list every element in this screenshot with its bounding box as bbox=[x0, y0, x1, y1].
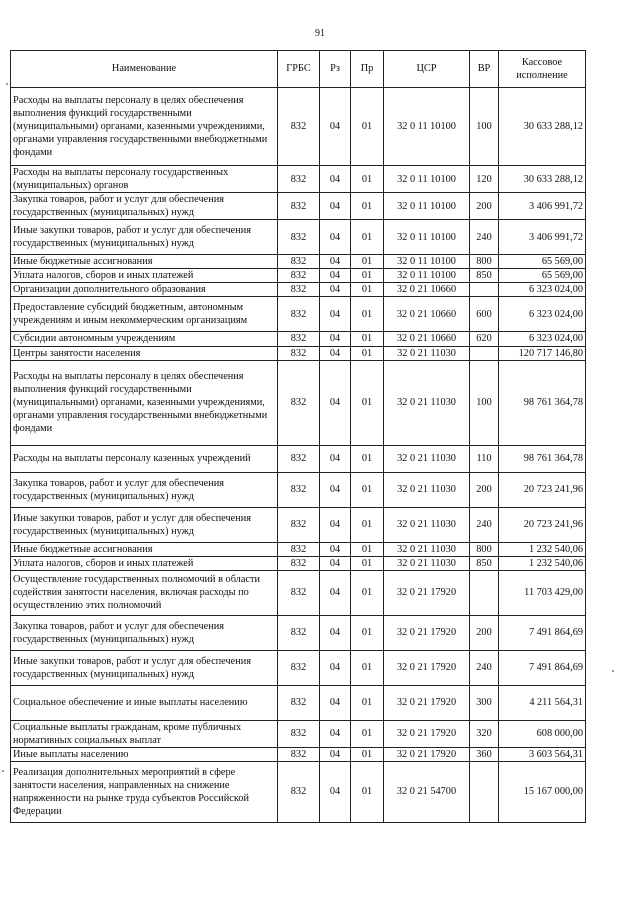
row-rz-cell: 04 bbox=[320, 220, 351, 255]
table-row bbox=[11, 685, 586, 720]
row-name-cell: Закупка товаров, работ и услуг для обеспечения государственных (муниципальных) нужд bbox=[11, 472, 278, 507]
budget-execution-table bbox=[10, 50, 586, 823]
row-grbs-cell: 832 bbox=[278, 346, 320, 360]
scan-speck bbox=[2, 770, 4, 772]
row-grbs-cell: 832 bbox=[278, 255, 320, 269]
row-csr-cell: 32 0 21 17920 bbox=[384, 570, 470, 615]
row-name-cell: Социальное обеспечение и иные выплаты населению bbox=[11, 685, 278, 720]
row-rz-cell: 04 bbox=[320, 346, 351, 360]
row-csr-cell: 32 0 21 11030 bbox=[384, 556, 470, 570]
table-row bbox=[11, 255, 586, 269]
row-pr-cell: 01 bbox=[351, 220, 384, 255]
row-pr-cell: 01 bbox=[351, 720, 384, 747]
row-pr-cell: 01 bbox=[351, 88, 384, 166]
row-rz-cell: 04 bbox=[320, 297, 351, 332]
row-sum-cell: 3 406 991,72 bbox=[499, 220, 586, 255]
row-vr-cell: 100 bbox=[470, 360, 499, 445]
row-vr-cell: 850 bbox=[470, 556, 499, 570]
row-pr-cell: 01 bbox=[351, 269, 384, 283]
row-pr-cell: 01 bbox=[351, 283, 384, 297]
row-name-cell: Уплата налогов, сборов и иных платежей bbox=[11, 269, 278, 283]
row-sum-cell: 20 723 241,96 bbox=[499, 507, 586, 542]
table-row bbox=[11, 346, 586, 360]
row-sum-cell: 11 703 429,00 bbox=[499, 570, 586, 615]
row-vr-cell: 300 bbox=[470, 685, 499, 720]
row-pr-cell: 01 bbox=[351, 346, 384, 360]
row-name-cell: Расходы на выплаты персоналу в целях обеспечения выполнения функций государственными (муниципальными) органами, казенными учреждениями, органами управления государственными внебюджетными фондами bbox=[11, 360, 278, 445]
row-rz-cell: 04 bbox=[320, 615, 351, 650]
row-grbs-cell: 832 bbox=[278, 556, 320, 570]
table-row bbox=[11, 445, 586, 472]
row-rz-cell: 04 bbox=[320, 720, 351, 747]
row-pr-cell: 01 bbox=[351, 542, 384, 556]
row-csr-cell: 32 0 21 17920 bbox=[384, 720, 470, 747]
row-grbs-cell: 832 bbox=[278, 166, 320, 193]
row-csr-cell: 32 0 21 11030 bbox=[384, 346, 470, 360]
row-sum-cell: 65 569,00 bbox=[499, 255, 586, 269]
table-row bbox=[11, 472, 586, 507]
row-pr-cell: 01 bbox=[351, 747, 384, 761]
row-sum-cell: 98 761 364,78 bbox=[499, 445, 586, 472]
row-name-cell: Расходы на выплаты персоналу государственных (муниципальных) органов bbox=[11, 166, 278, 193]
row-grbs-cell: 832 bbox=[278, 220, 320, 255]
row-vr-cell: 360 bbox=[470, 747, 499, 761]
table-row bbox=[11, 507, 586, 542]
row-sum-cell: 6 323 024,00 bbox=[499, 332, 586, 346]
row-csr-cell: 32 0 11 10100 bbox=[384, 269, 470, 283]
table-row bbox=[11, 720, 586, 747]
row-csr-cell: 32 0 21 11030 bbox=[384, 542, 470, 556]
table-row bbox=[11, 297, 586, 332]
row-sum-cell: 15 167 000,00 bbox=[499, 761, 586, 822]
row-grbs-cell: 832 bbox=[278, 445, 320, 472]
row-csr-cell: 32 0 21 17920 bbox=[384, 685, 470, 720]
row-vr-cell: 620 bbox=[470, 332, 499, 346]
row-csr-cell: 32 0 21 17920 bbox=[384, 650, 470, 685]
row-vr-cell: 240 bbox=[470, 650, 499, 685]
table-row bbox=[11, 269, 586, 283]
row-vr-cell: 110 bbox=[470, 445, 499, 472]
table-body bbox=[11, 88, 586, 823]
row-pr-cell: 01 bbox=[351, 556, 384, 570]
row-rz-cell: 04 bbox=[320, 542, 351, 556]
row-rz-cell: 04 bbox=[320, 88, 351, 166]
row-csr-cell: 32 0 21 17920 bbox=[384, 747, 470, 761]
row-grbs-cell: 832 bbox=[278, 650, 320, 685]
row-grbs-cell: 832 bbox=[278, 297, 320, 332]
row-sum-cell: 6 323 024,00 bbox=[499, 297, 586, 332]
row-sum-cell: 1 232 540,06 bbox=[499, 542, 586, 556]
row-name-cell: Субсидии автономным учреждениям bbox=[11, 332, 278, 346]
table-header-row bbox=[11, 51, 586, 88]
row-grbs-cell: 832 bbox=[278, 332, 320, 346]
row-rz-cell: 04 bbox=[320, 570, 351, 615]
row-rz-cell: 04 bbox=[320, 685, 351, 720]
row-name-cell: Расходы на выплаты персоналу в целях обеспечения выполнения функций государственными (муниципальными) органами, казенными учреждениями, органами управления государственными внебюджетными фондами bbox=[11, 88, 278, 166]
row-grbs-cell: 832 bbox=[278, 269, 320, 283]
row-csr-cell: 32 0 21 10660 bbox=[384, 297, 470, 332]
table-row bbox=[11, 332, 586, 346]
row-sum-cell: 120 717 146,80 bbox=[499, 346, 586, 360]
page-number: 91 bbox=[315, 28, 325, 39]
table-row bbox=[11, 570, 586, 615]
row-sum-cell: 7 491 864,69 bbox=[499, 615, 586, 650]
table-row bbox=[11, 360, 586, 445]
header-csr: ЦСР bbox=[384, 51, 470, 88]
row-sum-cell: 20 723 241,96 bbox=[499, 472, 586, 507]
header-pr: Пр bbox=[351, 51, 384, 88]
row-rz-cell: 04 bbox=[320, 747, 351, 761]
header-name: Наименование bbox=[11, 51, 278, 88]
row-pr-cell: 01 bbox=[351, 685, 384, 720]
row-name-cell: Иные закупки товаров, работ и услуг для обеспечения государственных (муниципальных) нужд bbox=[11, 220, 278, 255]
row-vr-cell: 200 bbox=[470, 472, 499, 507]
row-pr-cell: 01 bbox=[351, 570, 384, 615]
row-rz-cell: 04 bbox=[320, 269, 351, 283]
row-name-cell: Уплата налогов, сборов и иных платежей bbox=[11, 556, 278, 570]
row-rz-cell: 04 bbox=[320, 166, 351, 193]
row-sum-cell: 30 633 288,12 bbox=[499, 88, 586, 166]
table-row bbox=[11, 193, 586, 220]
row-name-cell: Расходы на выплаты персоналу казенных учреждений bbox=[11, 445, 278, 472]
row-name-cell: Закупка товаров, работ и услуг для обеспечения государственных (муниципальных) нужд bbox=[11, 193, 278, 220]
row-rz-cell: 04 bbox=[320, 255, 351, 269]
row-pr-cell: 01 bbox=[351, 761, 384, 822]
row-grbs-cell: 832 bbox=[278, 88, 320, 166]
row-grbs-cell: 832 bbox=[278, 747, 320, 761]
row-pr-cell: 01 bbox=[351, 255, 384, 269]
header-vr: ВР bbox=[470, 51, 499, 88]
row-vr-cell: 120 bbox=[470, 166, 499, 193]
header-rz: Рз bbox=[320, 51, 351, 88]
row-rz-cell: 04 bbox=[320, 556, 351, 570]
table-row bbox=[11, 220, 586, 255]
row-csr-cell: 32 0 11 10100 bbox=[384, 220, 470, 255]
row-csr-cell: 32 0 11 10100 bbox=[384, 88, 470, 166]
row-sum-cell: 98 761 364,78 bbox=[499, 360, 586, 445]
row-rz-cell: 04 bbox=[320, 507, 351, 542]
row-vr-cell: 240 bbox=[470, 507, 499, 542]
row-name-cell: Иные бюджетные ассигнования bbox=[11, 255, 278, 269]
row-vr-cell: 240 bbox=[470, 220, 499, 255]
row-name-cell: Иные бюджетные ассигнования bbox=[11, 542, 278, 556]
row-rz-cell: 04 bbox=[320, 360, 351, 445]
row-grbs-cell: 832 bbox=[278, 761, 320, 822]
row-csr-cell: 32 0 21 11030 bbox=[384, 507, 470, 542]
table-row bbox=[11, 166, 586, 193]
table-row bbox=[11, 761, 586, 822]
row-rz-cell: 04 bbox=[320, 761, 351, 822]
row-csr-cell: 32 0 21 10660 bbox=[384, 332, 470, 346]
row-name-cell: Иные закупки товаров, работ и услуг для обеспечения государственных (муниципальных) нужд bbox=[11, 507, 278, 542]
row-name-cell: Иные выплаты населению bbox=[11, 747, 278, 761]
row-name-cell: Осуществление государственных полномочий в области содействия занятости населения, включая расходы по осуществлению этих полномочий bbox=[11, 570, 278, 615]
row-name-cell: Закупка товаров, работ и услуг для обеспечения государственных (муниципальных) нужд bbox=[11, 615, 278, 650]
header-sum: Кассовое исполнение bbox=[499, 51, 586, 88]
scan-speck bbox=[6, 83, 8, 85]
row-vr-cell: 800 bbox=[470, 255, 499, 269]
row-pr-cell: 01 bbox=[351, 650, 384, 685]
row-sum-cell: 3 406 991,72 bbox=[499, 193, 586, 220]
row-name-cell: Социальные выплаты гражданам, кроме публичных нормативных социальных выплат bbox=[11, 720, 278, 747]
row-sum-cell: 1 232 540,06 bbox=[499, 556, 586, 570]
table-row bbox=[11, 650, 586, 685]
row-pr-cell: 01 bbox=[351, 332, 384, 346]
row-pr-cell: 01 bbox=[351, 166, 384, 193]
row-grbs-cell: 832 bbox=[278, 472, 320, 507]
table-row bbox=[11, 556, 586, 570]
row-grbs-cell: 832 bbox=[278, 507, 320, 542]
row-name-cell: Иные закупки товаров, работ и услуг для обеспечения государственных (муниципальных) нужд bbox=[11, 650, 278, 685]
row-rz-cell: 04 bbox=[320, 193, 351, 220]
row-vr-cell bbox=[470, 346, 499, 360]
row-grbs-cell: 832 bbox=[278, 570, 320, 615]
row-sum-cell: 6 323 024,00 bbox=[499, 283, 586, 297]
row-sum-cell: 608 000,00 bbox=[499, 720, 586, 747]
row-rz-cell: 04 bbox=[320, 283, 351, 297]
row-grbs-cell: 832 bbox=[278, 193, 320, 220]
row-name-cell: Реализация дополнительных мероприятий в сфере занятости населения, направленных на снижение напряженности на рынке труда субъектов Российской Федерации bbox=[11, 761, 278, 822]
row-grbs-cell: 832 bbox=[278, 720, 320, 747]
row-vr-cell: 800 bbox=[470, 542, 499, 556]
row-csr-cell: 32 0 21 10660 bbox=[384, 283, 470, 297]
row-rz-cell: 04 bbox=[320, 472, 351, 507]
header-grbs: ГРБС bbox=[278, 51, 320, 88]
row-pr-cell: 01 bbox=[351, 615, 384, 650]
row-pr-cell: 01 bbox=[351, 360, 384, 445]
row-vr-cell: 100 bbox=[470, 88, 499, 166]
row-csr-cell: 32 0 21 11030 bbox=[384, 445, 470, 472]
row-csr-cell: 32 0 11 10100 bbox=[384, 255, 470, 269]
row-vr-cell: 200 bbox=[470, 193, 499, 220]
row-csr-cell: 32 0 11 10100 bbox=[384, 193, 470, 220]
row-sum-cell: 30 633 288,12 bbox=[499, 166, 586, 193]
row-pr-cell: 01 bbox=[351, 507, 384, 542]
row-rz-cell: 04 bbox=[320, 332, 351, 346]
row-vr-cell: 600 bbox=[470, 297, 499, 332]
row-vr-cell bbox=[470, 761, 499, 822]
row-csr-cell: 32 0 21 11030 bbox=[384, 472, 470, 507]
table-row bbox=[11, 615, 586, 650]
row-name-cell: Предоставление субсидий бюджетным, автономным учреждениям и иным некоммерческим организациям bbox=[11, 297, 278, 332]
row-sum-cell: 7 491 864,69 bbox=[499, 650, 586, 685]
row-grbs-cell: 832 bbox=[278, 615, 320, 650]
row-pr-cell: 01 bbox=[351, 472, 384, 507]
row-pr-cell: 01 bbox=[351, 193, 384, 220]
row-vr-cell: 320 bbox=[470, 720, 499, 747]
row-csr-cell: 32 0 21 11030 bbox=[384, 360, 470, 445]
row-csr-cell: 32 0 11 10100 bbox=[384, 166, 470, 193]
row-rz-cell: 04 bbox=[320, 445, 351, 472]
row-rz-cell: 04 bbox=[320, 650, 351, 685]
row-sum-cell: 4 211 564,31 bbox=[499, 685, 586, 720]
table-row bbox=[11, 542, 586, 556]
row-sum-cell: 65 569,00 bbox=[499, 269, 586, 283]
table-row bbox=[11, 283, 586, 297]
table-row bbox=[11, 88, 586, 166]
row-grbs-cell: 832 bbox=[278, 283, 320, 297]
row-grbs-cell: 832 bbox=[278, 360, 320, 445]
row-name-cell: Центры занятости населения bbox=[11, 346, 278, 360]
row-csr-cell: 32 0 21 54700 bbox=[384, 761, 470, 822]
scan-speck bbox=[612, 670, 614, 672]
row-vr-cell: 850 bbox=[470, 269, 499, 283]
row-pr-cell: 01 bbox=[351, 445, 384, 472]
table-row bbox=[11, 747, 586, 761]
row-vr-cell bbox=[470, 570, 499, 615]
row-grbs-cell: 832 bbox=[278, 542, 320, 556]
row-name-cell: Организации дополнительного образования bbox=[11, 283, 278, 297]
row-grbs-cell: 832 bbox=[278, 685, 320, 720]
row-sum-cell: 3 603 564,31 bbox=[499, 747, 586, 761]
row-vr-cell: 200 bbox=[470, 615, 499, 650]
row-csr-cell: 32 0 21 17920 bbox=[384, 615, 470, 650]
row-vr-cell bbox=[470, 283, 499, 297]
row-pr-cell: 01 bbox=[351, 297, 384, 332]
